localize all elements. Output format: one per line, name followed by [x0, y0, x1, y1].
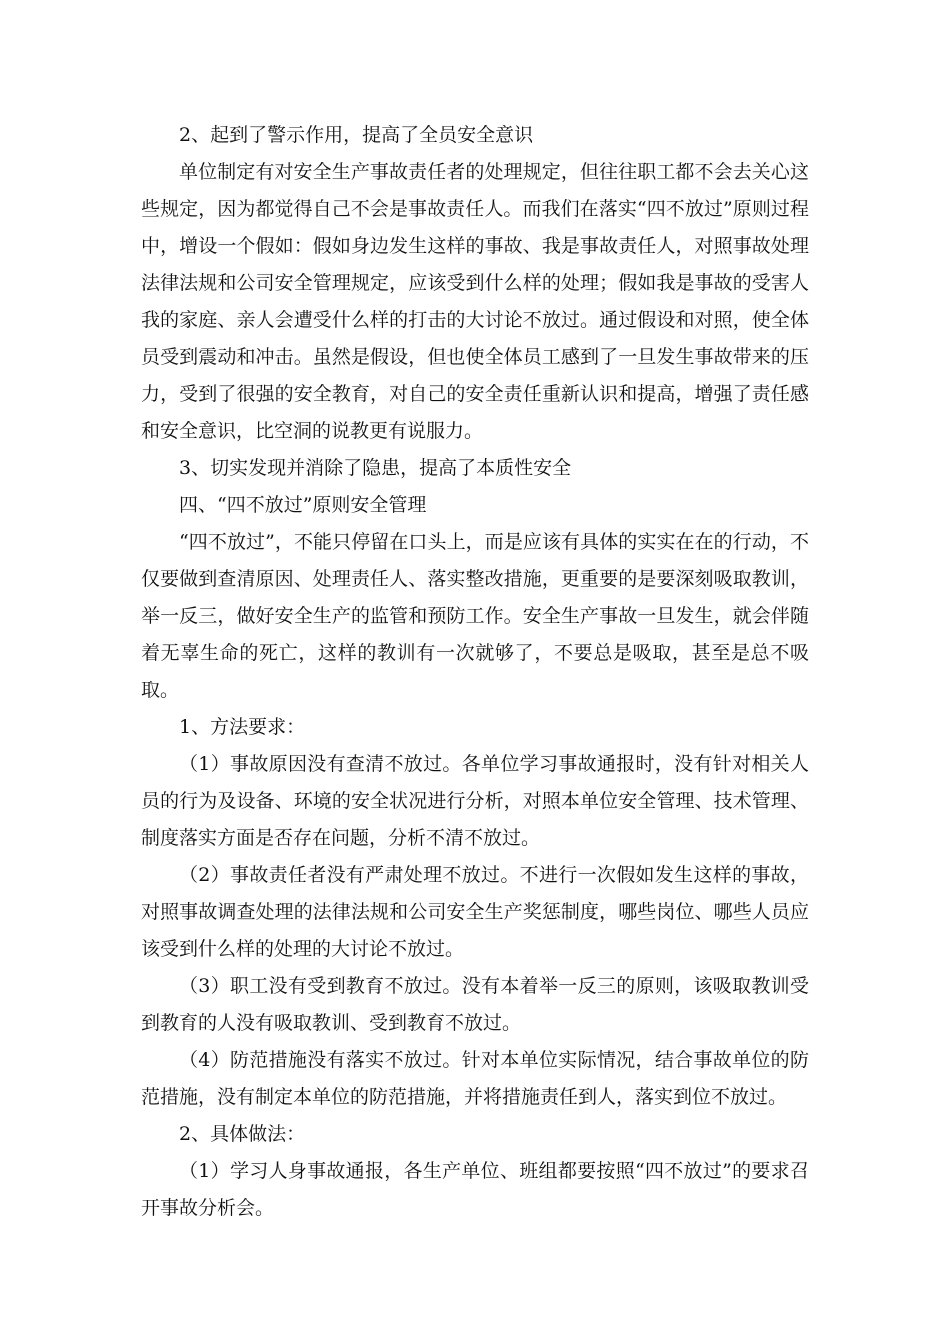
list-item-staff-not-educated: （3）职工没有受到教育不放过。没有本着举一反三的原则，该吸取教训受到教育的人没有吸取教训、受到教育不放过。 [141, 975, 809, 1034]
section-heading-four-no-let-go: 四、“四不放过”原则安全管理 [179, 494, 427, 516]
list-item-measures-not-implemented: （4）防范措施没有落实不放过。针对本单位实际情况，结合事故单位的防范措施，没有制定本单位的防范措施，并将措施责任到人，落实到位不放过。 [141, 1049, 809, 1108]
subheading-warning-effect: 2、起到了警示作用，提高了全员安全意识 [179, 124, 534, 146]
paragraph-four-no-let-go-action: “四不放过”，不能只停留在口头上，而是应该有具体的实实在在的行动，不仅要做到查清原因、处理责任人、落实整改措施，更重要的是要深刻吸取教训，举一反三，做好安全生产的监管和预防工作。安全生产事故一旦发生，就会伴随着无辜生命的死亡，这样的教训有一次就够了，不要总是吸取，甚至是总不吸取。 [141, 531, 809, 701]
subheading-specific-practices: 2、具体做法： [179, 1123, 306, 1145]
document-body [141, 117, 809, 1227]
paragraph-responsibility-rules: 单位制定有对安全生产事故责任者的处理规定，但往往职工都不会去关心这些规定，因为都觉得自己不会是事故责任人。而我们在落实“四不放过”原则过程中，增设一个假如：假如身边发生这样的事故、我是事故责任人，对照事故处理法律法规和公司安全管理规定，应该受到什么样的处理；假如我是事故的受害人我的家庭、亲人会遭受什么样的打击的大讨论不放过。通过假设和对照，使全体员受到震动和冲击。虽然是假设，但也使全体员工感到了一旦发生事故带来的压力，受到了很强的安全教育，对自己的安全责任重新认识和提高，增强了责任感和安全意识，比空洞的说教更有说服力。 [141, 161, 809, 442]
subheading-method-requirements: 1、方法要求： [179, 716, 306, 738]
list-item-responsible-not-punished: （2）事故责任者没有严肃处理不放过。不进行一次假如发生这样的事故，对照事故调查处理的法律法规和公司安全生产奖惩制度，哪些岗位、哪些人员应该受到什么样的处理的大讨论不放过。 [141, 864, 809, 960]
list-item-cause-not-identified: （1）事故原因没有查清不放过。各单位学习事故通报时，没有针对相关人员的行为及设备、环境的安全状况进行分析，对照本单位安全管理、技术管理、制度落实方面是否存在问题，分析不清不放过。 [141, 753, 809, 849]
list-item-study-accident-reports: （1）学习人身事故通报，各生产单位、班组都要按照“四不放过”的要求召开事故分析会。 [141, 1160, 809, 1219]
subheading-eliminate-hazards: 3、切实发现并消除了隐患，提高了本质性安全 [179, 457, 572, 479]
